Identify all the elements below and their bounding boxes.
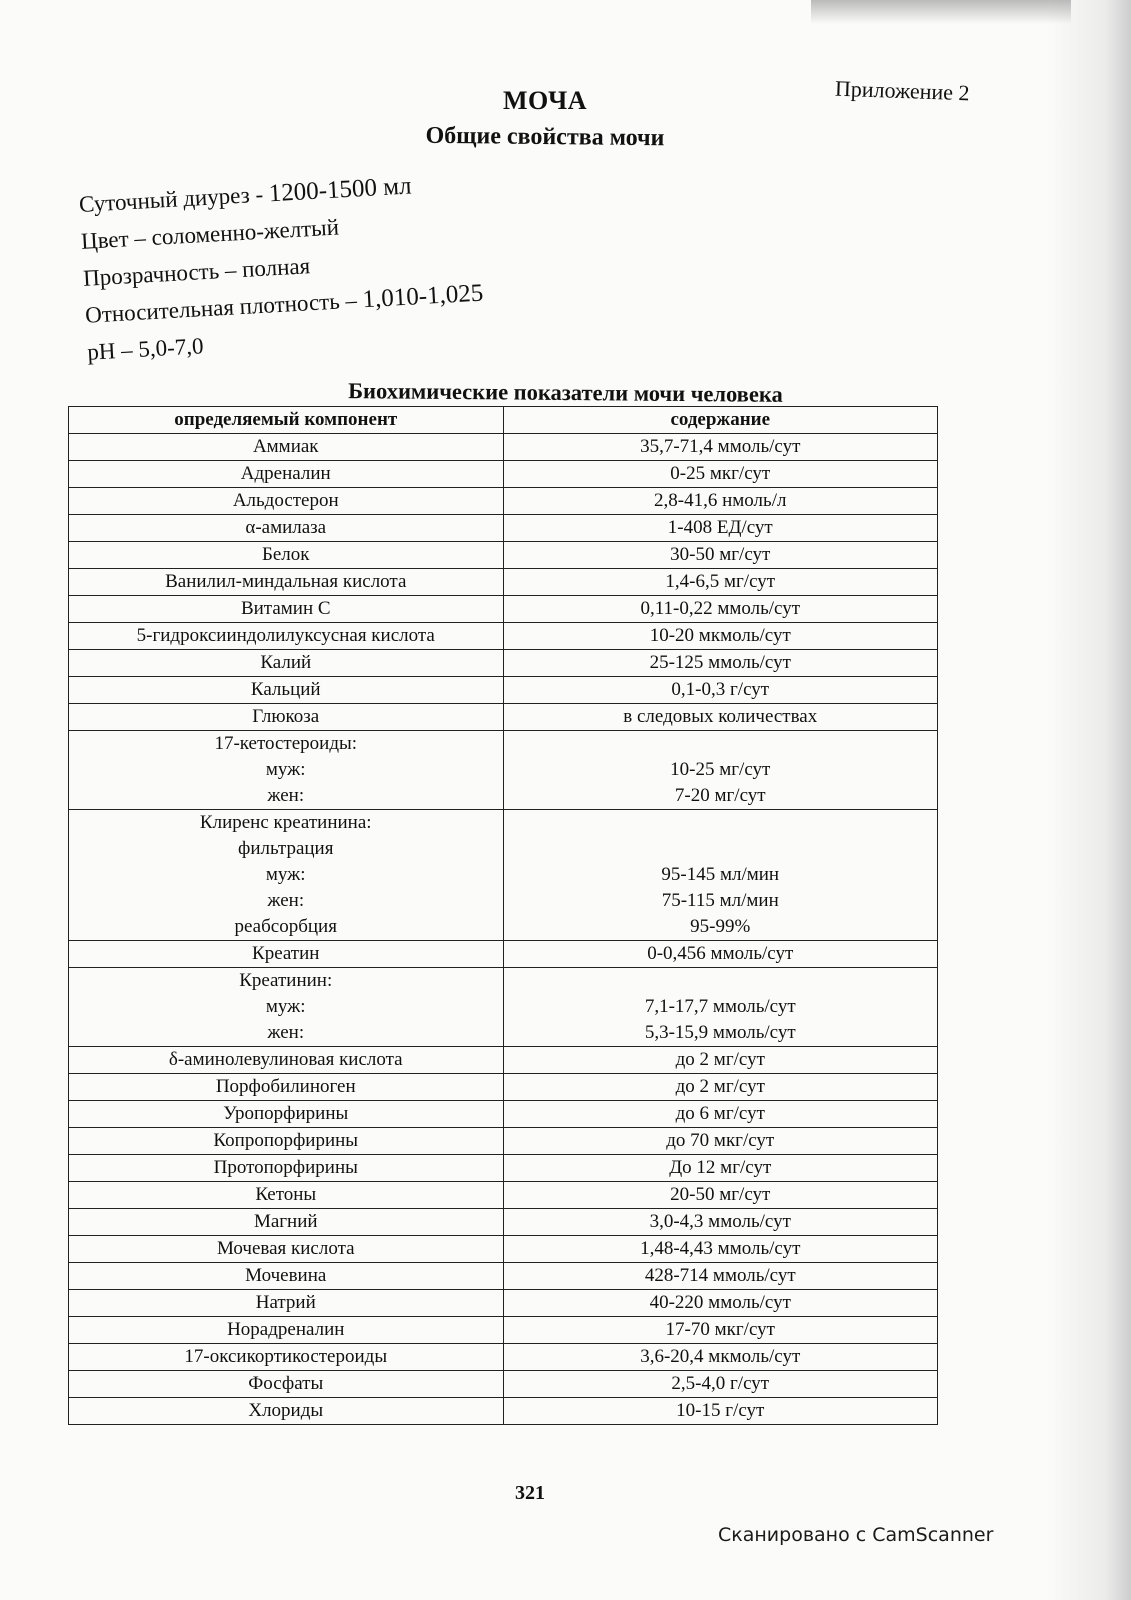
component-cell [69, 488, 504, 515]
content-cell [503, 623, 938, 650]
scanner-watermark: Сканировано с CamScanner [718, 1524, 994, 1546]
component-text: муж: [265, 864, 306, 885]
component-text: Мочевая кислота [216, 1238, 355, 1259]
component-text: фильтрация [238, 838, 334, 859]
content-cell [503, 731, 938, 810]
property-line: Суточный диурез - 1200-1500 мл [78, 172, 413, 217]
component-cell [69, 1344, 504, 1371]
header-component: определяемый компонент [69, 407, 504, 434]
page-corner-shadow [811, 0, 1071, 24]
component-cell [69, 968, 504, 1047]
component-text: Креатин [252, 943, 320, 964]
component-text: Кетоны [255, 1184, 317, 1205]
component-cell [69, 596, 504, 623]
content-text: до 6 мг/сут [675, 1103, 765, 1124]
table-row [69, 1317, 938, 1344]
table-row [69, 623, 938, 650]
component-cell [69, 941, 504, 968]
content-text: 10-15 г/сут [676, 1400, 765, 1421]
component-text: Норадреналин [227, 1319, 345, 1340]
content-text: 30-50 мг/сут [670, 544, 771, 565]
component-cell [69, 623, 504, 650]
component-text: Мочевина [245, 1265, 327, 1286]
table-row [69, 1128, 938, 1155]
content-text: 75-115 мл/мин [661, 890, 779, 911]
content-text: 35,7-71,4 ммоль/сут [640, 436, 801, 457]
component-text: 5-гидроксииндолилуксусная кислота [136, 625, 435, 646]
component-text: муж: [265, 996, 306, 1017]
content-text: 1-408 ЕД/сут [667, 517, 773, 538]
component-text: Фосфаты [248, 1373, 324, 1394]
table-row [69, 1101, 938, 1128]
content-cell [503, 650, 938, 677]
table-row [69, 434, 938, 461]
content-text: до 2 мг/сут [675, 1049, 765, 1070]
table-body [69, 434, 938, 1425]
component-text: Глюкоза [252, 706, 320, 727]
component-text: жен: [267, 1022, 305, 1043]
component-cell [69, 704, 504, 731]
component-cell [69, 677, 504, 704]
component-cell [69, 1155, 504, 1182]
page-edge-shadow [1047, 0, 1131, 1600]
table-row [69, 1047, 938, 1074]
content-cell [503, 1290, 938, 1317]
component-text: Клиренс креатинина: [199, 812, 372, 833]
component-text: Адреналин [240, 463, 331, 484]
content-cell [503, 1074, 938, 1101]
component-text: Натрий [255, 1292, 316, 1313]
component-cell [69, 1263, 504, 1290]
content-cell [503, 1263, 938, 1290]
content-cell [503, 1155, 938, 1182]
component-text: Калий [260, 652, 312, 673]
table-row [69, 1398, 938, 1425]
component-text: Порфобилиноген [215, 1076, 356, 1097]
component-cell [69, 650, 504, 677]
table-row [69, 1344, 938, 1371]
appendix-label: Приложение 2 [834, 75, 970, 106]
component-text: жен: [267, 890, 305, 911]
property-line: Относительная плотность – 1,010-1,025 [84, 279, 484, 328]
component-cell [69, 1398, 504, 1425]
content-text: до 2 мг/сут [675, 1076, 765, 1097]
content-text: 17-70 мкг/сут [665, 1319, 775, 1340]
page-number: 321 [515, 1482, 545, 1504]
content-text: 25-125 ммоль/сут [649, 652, 791, 673]
content-text: 2,5-4,0 г/сут [671, 1373, 770, 1394]
content-text: 1,4-6,5 мг/сут [665, 571, 776, 592]
component-cell [69, 461, 504, 488]
page-title: МОЧА [503, 86, 587, 115]
table-row [69, 1371, 938, 1398]
component-cell [69, 542, 504, 569]
content-text: до 70 мкг/сут [666, 1130, 775, 1151]
component-text: Магний [253, 1211, 318, 1232]
content-text: 10-20 мкмоль/сут [649, 625, 791, 646]
property-line: рН – 5,0-7,0 [86, 333, 205, 365]
component-text: жен: [267, 785, 305, 806]
content-cell [503, 434, 938, 461]
content-cell [503, 1236, 938, 1263]
property-line: Прозрачность – полная [82, 253, 311, 291]
content-cell [503, 1101, 938, 1128]
content-cell [503, 1182, 938, 1209]
table-row [69, 1209, 938, 1236]
component-text: Альдостерон [232, 490, 339, 511]
table-row [69, 1155, 938, 1182]
component-text: Кальций [250, 679, 321, 700]
content-text [508, 836, 934, 862]
table-row [69, 488, 938, 515]
content-cell [503, 1344, 938, 1371]
table-row [69, 941, 938, 968]
content-text: 2,8-41,6 нмоль/л [654, 490, 787, 511]
content-cell [503, 596, 938, 623]
content-cell [503, 941, 938, 968]
content-text: 7-20 мг/сут [674, 785, 766, 806]
content-cell [503, 1371, 938, 1398]
content-text [508, 731, 934, 757]
table-header-row [69, 407, 938, 434]
content-text: 0,11-0,22 ммоль/сут [640, 598, 801, 619]
content-text: 0,1-0,3 г/сут [671, 679, 770, 700]
content-cell [503, 677, 938, 704]
content-cell [503, 515, 938, 542]
content-text: 10-25 мг/сут [670, 759, 771, 780]
content-text: 0-0,456 ммоль/сут [647, 943, 794, 964]
component-cell [69, 1209, 504, 1236]
content-cell [503, 704, 938, 731]
biochem-table [68, 406, 938, 1425]
content-text: 95-99% [690, 916, 751, 937]
content-cell [503, 1398, 938, 1425]
component-text: α-амилаза [245, 517, 327, 538]
component-cell [69, 1371, 504, 1398]
table-row [69, 1236, 938, 1263]
content-cell [503, 542, 938, 569]
section-title: Биохимические показатели мочи человека [348, 378, 783, 407]
component-cell [69, 1074, 504, 1101]
component-text: Белок [261, 544, 310, 565]
content-cell [503, 569, 938, 596]
content-text: До 12 мг/сут [669, 1157, 772, 1178]
property-line: Цвет – соломенно-желтый [80, 214, 340, 254]
table-row [69, 650, 938, 677]
component-text: Витамин С [240, 598, 331, 619]
table-row [69, 542, 938, 569]
component-cell [69, 569, 504, 596]
biochem-table-wrapper [68, 406, 938, 1425]
content-text: 0-25 мкг/сут [670, 463, 771, 484]
page-subtitle: Общие свойства мочи [425, 122, 665, 152]
content-text: 428-714 ммоль/сут [644, 1265, 796, 1286]
component-text: 17-кетостероиды: [214, 733, 358, 754]
component-cell [69, 1236, 504, 1263]
content-text: 1,48-4,43 ммоль/сут [640, 1238, 801, 1259]
table-row [69, 569, 938, 596]
content-text: 95-145 мл/мин [661, 864, 780, 885]
table-row [69, 968, 938, 1047]
table-row [69, 704, 938, 731]
component-text: 17-оксикортикостероиды [184, 1346, 388, 1367]
general-properties [78, 164, 486, 371]
content-cell [503, 1209, 938, 1236]
content-text: 7,1-17,7 ммоль/сут [644, 996, 796, 1017]
content-cell [503, 488, 938, 515]
content-text: 3,6-20,4 мкмоль/сут [640, 1346, 801, 1367]
component-text: Хлориды [248, 1400, 324, 1421]
component-text: Уропорфирины [223, 1103, 349, 1124]
component-text: Копропорфирины [213, 1130, 359, 1151]
component-cell [69, 1128, 504, 1155]
component-text: δ-аминолевулиновая кислота [168, 1049, 403, 1070]
table-row [69, 1182, 938, 1209]
component-cell [69, 810, 504, 941]
content-cell [503, 461, 938, 488]
component-cell [69, 1317, 504, 1344]
component-cell [69, 434, 504, 461]
table-row [69, 677, 938, 704]
table-row [69, 515, 938, 542]
content-text: 5,3-15,9 ммоль/сут [644, 1022, 796, 1043]
content-cell [503, 1047, 938, 1074]
table-row [69, 731, 938, 810]
component-text: Протопорфирины [213, 1157, 358, 1178]
component-text: муж: [265, 759, 306, 780]
table-row [69, 1290, 938, 1317]
component-cell [69, 1290, 504, 1317]
component-cell [69, 1047, 504, 1074]
table-row [69, 1074, 938, 1101]
content-text: 40-220 ммоль/сут [649, 1292, 791, 1313]
component-text: Креатинин: [239, 970, 333, 991]
component-text: Ванилил-миндальная кислота [165, 571, 407, 592]
component-cell [69, 731, 504, 810]
content-text [508, 810, 934, 836]
content-cell [503, 968, 938, 1047]
content-text: в следовых количествах [623, 706, 818, 727]
content-text: 3,0-4,3 ммоль/сут [649, 1211, 791, 1232]
table-row [69, 1263, 938, 1290]
table-row [69, 461, 938, 488]
content-text: 20-50 мг/сут [670, 1184, 771, 1205]
component-cell [69, 1182, 504, 1209]
table-row [69, 596, 938, 623]
content-text [508, 968, 934, 994]
component-cell [69, 515, 504, 542]
component-cell [69, 1101, 504, 1128]
component-text: Аммиак [252, 436, 319, 457]
content-cell [503, 810, 938, 941]
table-row [69, 810, 938, 941]
content-cell [503, 1317, 938, 1344]
header-content: содержание [503, 407, 938, 434]
content-cell [503, 1128, 938, 1155]
component-text: реабсорбция [234, 916, 337, 937]
